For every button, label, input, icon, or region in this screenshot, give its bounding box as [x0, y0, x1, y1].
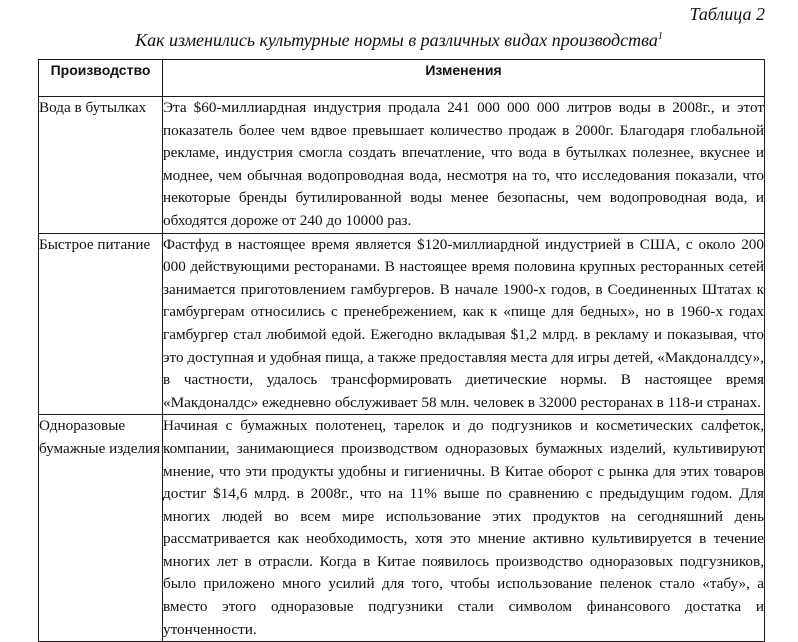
table-header-row [39, 60, 765, 97]
production-cell: Быстрое питание [39, 233, 163, 415]
footnote-mark: 1 [657, 31, 663, 42]
production-cell: Вода в бутылках [39, 97, 163, 234]
changes-cell: Фастфуд в настоящее время является $120-миллиардной индустрией в США, с около 200 000 действующими ресторанами. В настоящее время половина крупных ресторанных сетей занимается приготовлением гамбургеров. В начале 1900-х годов, в Соединенных Штатах к гамбургерам относились с пренебрежением, как к «пище для бедных», но в 1960-х годах гамбургер стал любимой едой. Ежегодно вкладывая $1,2 млрд. в рекламу и показывая, что это доступная и удобная пища, а также предоставляя места для игры детей, «Макдоналдсу», в частности, удалось трансформировать диетические нормы. В настоящее время «Макдоналдс» ежедневно обслуживает 58 млн. человек в 32000 ресторанах в 118-и странах. [163, 233, 765, 415]
header-changes: Изменения [163, 60, 765, 97]
header-production: Производство [39, 60, 163, 97]
production-cell: Одноразовые бумажные изделия [39, 415, 163, 642]
table-row-disposable-paper [39, 415, 765, 642]
table-row-bottled-water [39, 97, 765, 234]
table-label: Таблица 2 [689, 4, 765, 24]
culture-norms-table [38, 59, 765, 642]
table-row-fast-food [39, 233, 765, 415]
changes-cell: Начиная с бумажных полотенец, тарелок и до подгузников и косметических салфеток, компании, занимающиеся производством одноразовых бумажных изделий, культивируют мнение, что эти продукты удобны и гигиеничны. В Китае оборот с рынка для этих товаров достиг $14,6 млрд. в 2008г., что на 11% выше по сравнению с предыдущим годом. Для многих людей во всем мире использование этих продуктов на сегодняшний день рассматривается как необходимость, хотя это мнение активно культивируется в течение многих лет в отрасли. Когда в Китае появилось производство одноразовых подгузников, было приложено много усилий для того, чтобы использование пеленок стало «табу», а вместо этого одноразовые подгузники стали символом финансового достатка и утонченности. [163, 415, 765, 642]
changes-cell: Эта $60-миллиардная индустрия продала 241 000 000 000 литров воды в 2008г., и этот показатель более чем вдвое превышает количество продаж в 2000г. Благодаря глобальной рекламе, индустрия смогла создать впечатление, что вода в бутылках полезнее, вкуснее и моднее, чем обычная водопроводная вода, несмотря на то, что исследования показали, что некоторые бренды бутилированной воды менее безопасны, чем водопроводная вода, и обходятся дороже от 240 до 10000 раз. [163, 97, 765, 234]
table-title-text: Как изменились культурные нормы в различных видах производства [135, 30, 658, 50]
table-title [0, 28, 798, 52]
